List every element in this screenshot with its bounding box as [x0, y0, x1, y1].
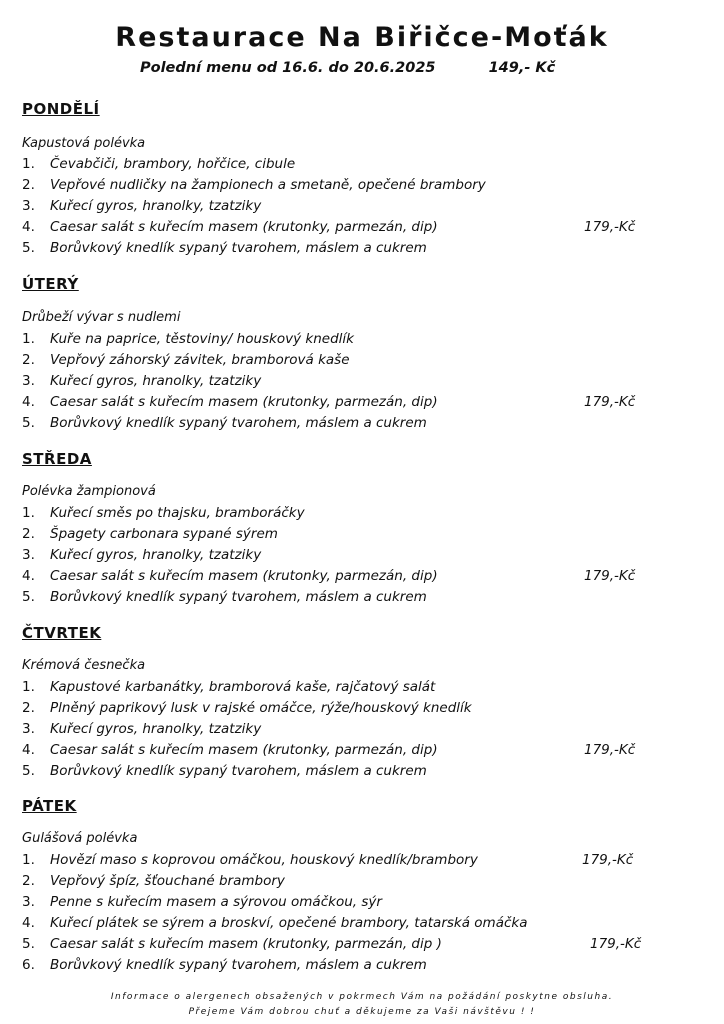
- item-text: Borůvkový knedlík sypaný tvarohem, máslem a cukrem: [50, 763, 427, 779]
- item-text: Plněný paprikový lusk v rajské omáčce, rýže/houskový knedlík: [50, 700, 472, 716]
- item-text: Caesar salát s kuřecím masem (krutonky, parmezán, dip): [50, 742, 438, 758]
- thank-you-note: Přejeme Vám dobrou chuť a děkujeme za Vaši návštěvu ! !: [188, 1007, 536, 1017]
- item-price: 179,-Kč: [590, 936, 642, 952]
- list-item: [22, 700, 472, 716]
- item-number: 2.: [22, 873, 35, 889]
- item-text: Penne s kuřecím masem a sýrovou omáčkou, sýr: [50, 894, 382, 910]
- restaurant-title: Restaurace Na Biřičce-Moťák: [115, 22, 609, 53]
- item-text: Caesar salát s kuřecím masem (krutonky, parmezán, dip): [50, 394, 438, 410]
- list-item: [22, 219, 438, 235]
- item-text: Kuřecí gyros, hranolky, tzatziky: [50, 198, 262, 214]
- item-text: Špagety carbonara sypané sýrem: [50, 526, 278, 542]
- list-item: [22, 394, 438, 410]
- item-number: 2.: [22, 352, 35, 368]
- item-number: 2.: [22, 700, 35, 716]
- list-item: [22, 352, 350, 368]
- list-item: [22, 568, 438, 584]
- list-item: [22, 547, 261, 563]
- item-text: Kuře na paprice, těstoviny/ houskový knedlík: [50, 331, 354, 347]
- item-number: 2.: [22, 177, 35, 193]
- item-number: 5.: [22, 763, 35, 779]
- menu-date-range: Polední menu od 16.6. do 20.6.2025: [140, 60, 436, 76]
- list-item: [22, 177, 486, 193]
- item-price: 179,-Kč: [582, 852, 634, 868]
- item-text: Vepřový záhorský závitek, bramborová kaše: [50, 352, 350, 368]
- soup-wednesday: Polévka žampionová: [22, 484, 156, 499]
- list-item: [22, 742, 438, 758]
- allergen-note: Informace o alergenech obsažených v pokrmech Vám na požádání poskytne obsluha.: [110, 992, 614, 1002]
- list-item: [22, 957, 427, 973]
- item-number: 5.: [22, 936, 35, 952]
- item-number: 5.: [22, 589, 35, 605]
- item-number: 3.: [22, 198, 35, 214]
- item-number: 3.: [22, 373, 35, 389]
- item-text: Caesar salát s kuřecím masem (krutonky, parmezán, dip): [50, 219, 438, 235]
- item-number: 5.: [22, 240, 35, 256]
- item-price: 179,-Kč: [584, 394, 636, 410]
- item-number: 4.: [22, 394, 35, 410]
- item-number: 4.: [22, 219, 35, 235]
- item-text: Hovězí maso s koprovou omáčkou, houskový knedlík/brambory: [50, 852, 478, 868]
- item-text: Caesar salát s kuřecím masem (krutonky, parmezán, dip): [50, 568, 438, 584]
- item-text: Borůvkový knedlík sypaný tvarohem, máslem a cukrem: [50, 589, 427, 605]
- item-number: 3.: [22, 721, 35, 737]
- item-text: Kuřecí gyros, hranolky, tzatziky: [50, 547, 262, 563]
- list-item: [22, 198, 261, 214]
- day-heading-tuesday: ÚTERÝ: [22, 275, 79, 293]
- menu-subtitle: [140, 60, 555, 76]
- item-text: Vepřový špíz, šťouchané brambory: [50, 873, 285, 889]
- item-number: 4.: [22, 742, 35, 758]
- list-item: [22, 679, 435, 695]
- list-item: [22, 936, 442, 952]
- list-item: [22, 240, 427, 256]
- list-item: [22, 373, 261, 389]
- list-item: [22, 331, 354, 347]
- list-item: [22, 721, 261, 737]
- soup-thursday: Krémová česnečka: [22, 658, 146, 673]
- day-heading-monday: PONDĚLÍ: [22, 100, 100, 118]
- day-heading-thursday: ČTVRTEK: [22, 624, 102, 642]
- soup-monday: Kapustová polévka: [22, 136, 146, 151]
- item-text: Vepřové nudličky na žampionech a smetaně, opečené brambory: [50, 177, 486, 193]
- item-text: Caesar salát s kuřecím masem (krutonky, parmezán, dip ): [50, 936, 442, 952]
- list-item: [22, 763, 427, 779]
- day-heading-friday: PÁTEK: [22, 797, 77, 815]
- soup-friday: Gulášová polévka: [22, 831, 138, 846]
- item-text: Kuřecí gyros, hranolky, tzatziky: [50, 721, 262, 737]
- list-item: [22, 852, 478, 868]
- item-number: 3.: [22, 547, 35, 563]
- soup-tuesday: Drůbeží vývar s nudlemi: [22, 310, 181, 325]
- item-number: 6.: [22, 957, 35, 973]
- item-number: 1.: [22, 852, 35, 868]
- item-text: Kuřecí směs po thajsku, bramboráčky: [50, 505, 305, 521]
- item-number: 3.: [22, 894, 35, 910]
- item-number: 1.: [22, 156, 35, 172]
- item-number: 1.: [22, 505, 35, 521]
- item-number: 5.: [22, 415, 35, 431]
- menu-base-price: 149,- Kč: [488, 60, 556, 76]
- item-text: Kuřecí plátek se sýrem a broskví, opečené brambory, tatarská omáčka: [50, 915, 528, 931]
- item-price: 179,-Kč: [584, 219, 636, 235]
- item-text: Kapustové karbanátky, bramborová kaše, rajčatový salát: [50, 679, 436, 695]
- list-item: [22, 894, 382, 910]
- day-heading-wednesday: STŘEDA: [22, 450, 92, 468]
- item-number: 2.: [22, 526, 35, 542]
- item-number: 1.: [22, 679, 35, 695]
- item-text: Borůvkový knedlík sypaný tvarohem, máslem a cukrem: [50, 240, 427, 256]
- list-item: [22, 526, 278, 542]
- item-text: Čevabčiči, brambory, hořčice, cibule: [50, 156, 296, 172]
- item-text: Borůvkový knedlík sypaný tvarohem, máslem a cukrem: [50, 957, 427, 973]
- item-text: Kuřecí gyros, hranolky, tzatziky: [50, 373, 262, 389]
- item-number: 4.: [22, 568, 35, 584]
- item-text: Borůvkový knedlík sypaný tvarohem, máslem a cukrem: [50, 415, 427, 431]
- list-item: [22, 505, 305, 521]
- list-item: [22, 873, 285, 889]
- item-price: 179,-Kč: [584, 568, 636, 584]
- item-number: 1.: [22, 331, 35, 347]
- list-item: [22, 415, 427, 431]
- list-item: [22, 589, 427, 605]
- item-number: 4.: [22, 915, 35, 931]
- list-item: [22, 156, 295, 172]
- item-price: 179,-Kč: [584, 742, 636, 758]
- list-item: [22, 915, 528, 931]
